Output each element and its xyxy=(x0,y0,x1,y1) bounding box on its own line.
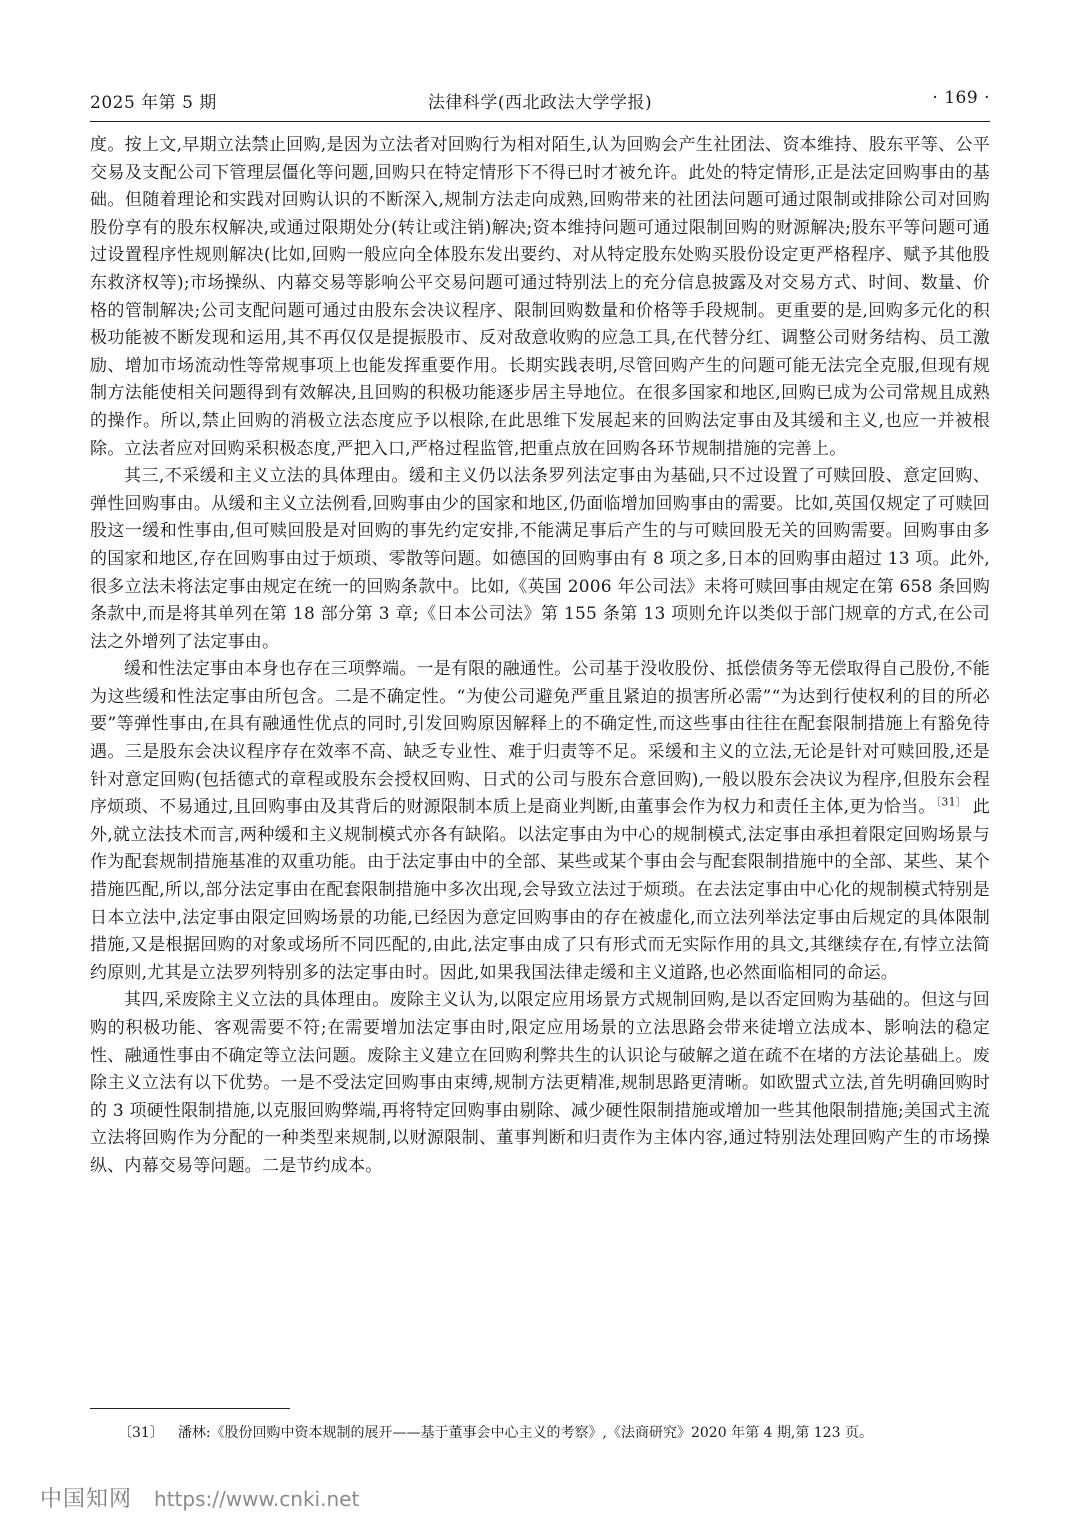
header-divider xyxy=(90,121,990,122)
cnki-url[interactable]: https://www.cnki.net xyxy=(154,1487,360,1511)
article-body xyxy=(90,132,990,1181)
running-header xyxy=(90,88,990,118)
issue-label: 2025 年第 5 期 xyxy=(90,93,217,113)
footnote-divider xyxy=(90,1408,290,1409)
paragraph-drawbacks xyxy=(90,656,990,987)
footnote-text: 潘林:《股份回购中资本规制的展开——基于董事会中心主义的考察》,《法商研究》2020 年第 4 期,第 123 页。 xyxy=(177,1425,873,1441)
footnote xyxy=(118,1423,990,1443)
cnki-watermark xyxy=(40,1482,359,1514)
journal-title: 法律科学(西北政法大学学报) xyxy=(427,93,653,113)
footnote-reference[interactable]: 〔31〕 xyxy=(935,795,968,809)
footnote-number: 〔31〕 xyxy=(118,1425,164,1441)
paragraph-drawbacks-part1: 缓和性法定事由本身也存在三项弊端。一是有限的融通性。公司基于没收股份、抵偿债务等无偿取得自己股份,不能为这些缓和性法定事由所包含。二是不确定性。“为使公司避免严重且紧迫的损害所必需”“为达到行使权利的目的所必要”等弹性事由,在具有融通性优点的同时,引发回购原因解释上的不确定性,而这些事由往往在配套限制措施上有豁免待遇。三是股东会决议程序存在效率不高、缺乏专业性、难于归责等不足。采缓和主义的立法,无论是针对可赎回股,还是针对意定回购(包括德式的章程或股东会授权回购、日式的公司与股东合意回购),一般以股东会决议为程序,但股东会程序烦琐、不易通过,且回购事由及其背后的财源限制本质上是商业判断,由董事会作为权力和责任主体,更为恰当。 xyxy=(90,659,990,818)
paragraph-fourth-reason: 其四,采废除主义立法的具体理由。废除主义认为,以限定应用场景方式规制回购,是以否定回购为基础的。但这与回购的积极功能、客观需要不符;在需要增加法定事由时,限定应用场景的立法思路会带来徒增立法成本、影响法的稳定性、融通性事由不确定等立法问题。废除主义建立在回购利弊共生的认识论与破解之道在疏不在堵的方法论基础上。废除主义立法有以下优势。一是不受法定回购事由束缚,规制方法更精准,规制思路更清晰。如欧盟式立法,首先明确回购时的 3 项硬性限制措施,以克服回购弊端,再将特定回购事由剔除、减少硬性限制措施或增加一些其他限制措施;美国式主流立法将回购作为分配的一种类型来规制,以财源限制、董事判断和归责作为主体内容,通过特别法处理回购产生的市场操纵、内幕交易等问题。二是节约成本。 xyxy=(90,990,990,1176)
cnki-logo: 中国知网 xyxy=(40,1487,133,1512)
page-number: · 169 · xyxy=(932,88,990,108)
paragraph-drawbacks-part2: 此外,就立法技术而言,两种缓和主义规制模式亦各有缺陷。以法定事由为中心的规制模式,法定事由承担着限定回购场景与作为配套规制措施基准的双重功能。由于法定事由中的全部、某些或某个事由会与配套限制措施中的全部、某些、某个措施匹配,所以,部分法定事由在配套限制措施中多次出现,会导致立法过于烦琐。在去法定事由中心化的规制模式特别是日本立法中,法定事由限定回购场景的功能,已经因为意定回购事由的存在被虚化,而立法列举法定事由后规定的具体限制措施,又是根据回购的对象或场所不同匹配的,由此,法定事由成了只有形式而无实际作用的具文,其继续存在,有悖立法简约原则,尤其是立法罗列特别多的法定事由时。因此,如果我国法律走缓和主义道路,也必然面临相同的命运。 xyxy=(90,797,990,983)
paragraph-third-reason: 其三,不采缓和主义立法的具体理由。缓和主义仍以法条罗列法定事由为基础,只不过设置了可赎回股、意定回购、弹性回购事由。从缓和主义立法例看,回购事由少的国家和地区,仍面临增加回购事由的需要。比如,英国仅规定了可赎回股这一缓和性事由,但可赎回股是对回购的事先约定安排,不能满足事后产生的与可赎回股无关的回购需要。回购事由多的国家和地区,存在回购事由过于烦琐、零散等问题。如德国的回购事由有 8 项之多,日本的回购事由超过 13 项。此外,很多立法未将法定事由规定在统一的回购条款中。比如,《英国 2006 年公司法》未将可赎回事由规定在第 658 条回购条款中,而是将其单列在第 18 部分第 3 章;《日本公司法》第 155 条第 13 项则允许以类似于部门规章的方式,在公司法之外增列了法定事由。 xyxy=(90,466,990,652)
paragraph-continued: 度。按上文,早期立法禁止回购,是因为立法者对回购行为相对陌生,认为回购会产生社团法、资本维持、股东平等、公平交易及支配公司下管理层僵化等问题,回购只在特定情形下不得已时才被允许。此处的特定情形,正是法定回购事由的基础。但随着理论和实践对回购认识的不断深入,规制方法走向成熟,回购带来的社团法问题可通过限制或排除公司对回购股份享有的股东权解决,或通过限期处分(转让或注销)解决;资本维持问题可通过限制回购的财源解决;股东平等问题可通过设置程序性规则解决(比如,回购一般应向全体股东发出要约、对从特定股东处购买股份设定更严格程序、赋予其他股东救济权等);市场操纵、内幕交易等影响公平交易问题可通过特别法上的充分信息披露及对交易方式、时间、数量、价格的管制解决;公司支配问题可通过由股东会决议程序、限制回购数量和价格等手段规制。更重要的是,回购多元化的积极功能被不断发现和运用,其不再仅仅是提振股市、反对敌意收购的应急工具,在代替分红、调整公司财务结构、员工激励、增加市场流动性等常规事项上也能发挥重要作用。长期实践表明,尽管回购产生的问题可能无法完全克服,但现有规制方法能使相关问题得到有效解决,且回购的积极功能逐步居主导地位。在很多国家和地区,回购已成为公司常规且成熟的操作。所以,禁止回购的消极立法态度应予以根除,在此思维下发展起来的回购法定事由及其缓和主义,也应一并被根除。立法者应对回购采积极态度,严把入口,严格过程监管,把重点放在回购各环节规制措施的完善上。 xyxy=(90,135,990,459)
